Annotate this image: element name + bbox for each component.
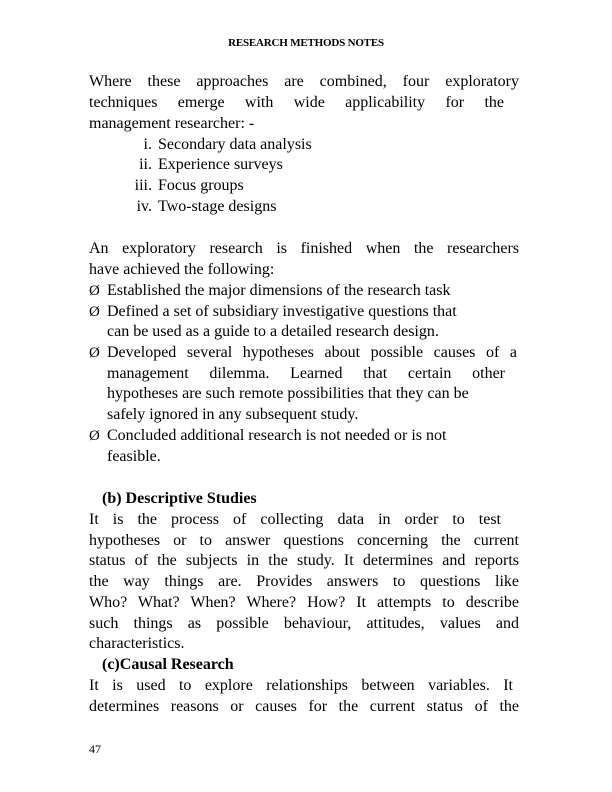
section-heading: (b) Descriptive Studies	[102, 490, 257, 507]
list-item-number: i.	[143, 136, 152, 153]
body-line: the way things are. Provides answers to questions like	[89, 573, 519, 590]
finish-intro-line: have achieved the following:	[89, 261, 275, 278]
list-item-text: Experience surveys	[158, 156, 283, 173]
body-line: status of the subjects in the study. It determines and reports	[89, 552, 519, 569]
list-item-text: Focus groups	[158, 177, 244, 194]
bullet-text: Defined a set of subsidiary investigative questions that	[107, 303, 457, 320]
body-line: determines reasons or causes for the current status of the	[89, 698, 519, 715]
bullet-text: hypotheses are such remote possibilities that they can be	[107, 385, 469, 402]
body-line: It is used to explore relationships between variables. It	[89, 677, 513, 694]
bullet-text: Developed several hypotheses about possible causes of a	[107, 344, 517, 361]
arrow-bullet-icon: Ø	[89, 345, 100, 361]
body-line: Who? What? When? Where? How? It attempts to describe	[89, 594, 519, 611]
body-line: It is the process of collecting data in order to test	[89, 511, 501, 528]
body-line: hypotheses or to answer questions concerning the current	[89, 532, 519, 549]
list-item-text: Two-stage designs	[158, 198, 277, 215]
bullet-text: feasible.	[107, 448, 161, 465]
running-header: RESEARCH METHODS NOTES	[228, 37, 384, 49]
list-item-text: Secondary data analysis	[158, 136, 312, 153]
bullet-text: can be used as a guide to a detailed research design.	[107, 323, 439, 340]
arrow-bullet-icon: Ø	[89, 283, 100, 299]
section-heading: (c)Causal Research	[102, 656, 234, 673]
intro-line: techniques emerge with wide applicability for the	[89, 94, 504, 111]
finish-intro-line: An exploratory research is finished when the researchers	[89, 240, 519, 257]
arrow-bullet-icon: Ø	[89, 428, 100, 444]
intro-line: Where these approaches are combined, four exploratory	[89, 73, 519, 90]
body-line: such things as possible behaviour, attitudes, values and	[89, 615, 519, 632]
page-number: 47	[89, 742, 101, 756]
list-item-number: ii.	[139, 156, 152, 173]
bullet-text: safely ignored in any subsequent study.	[107, 406, 359, 423]
intro-line: management researcher: -	[89, 115, 255, 132]
bullet-text: Established the major dimensions of the research task	[107, 282, 451, 299]
body-line: characteristics.	[89, 635, 185, 652]
arrow-bullet-icon: Ø	[89, 304, 100, 320]
list-item-number: iii.	[134, 177, 152, 194]
bullet-text: Concluded additional research is not needed or is not	[107, 427, 447, 444]
list-item-number: iv.	[136, 198, 152, 215]
bullet-text: management dilemma. Learned that certain other	[107, 365, 505, 382]
